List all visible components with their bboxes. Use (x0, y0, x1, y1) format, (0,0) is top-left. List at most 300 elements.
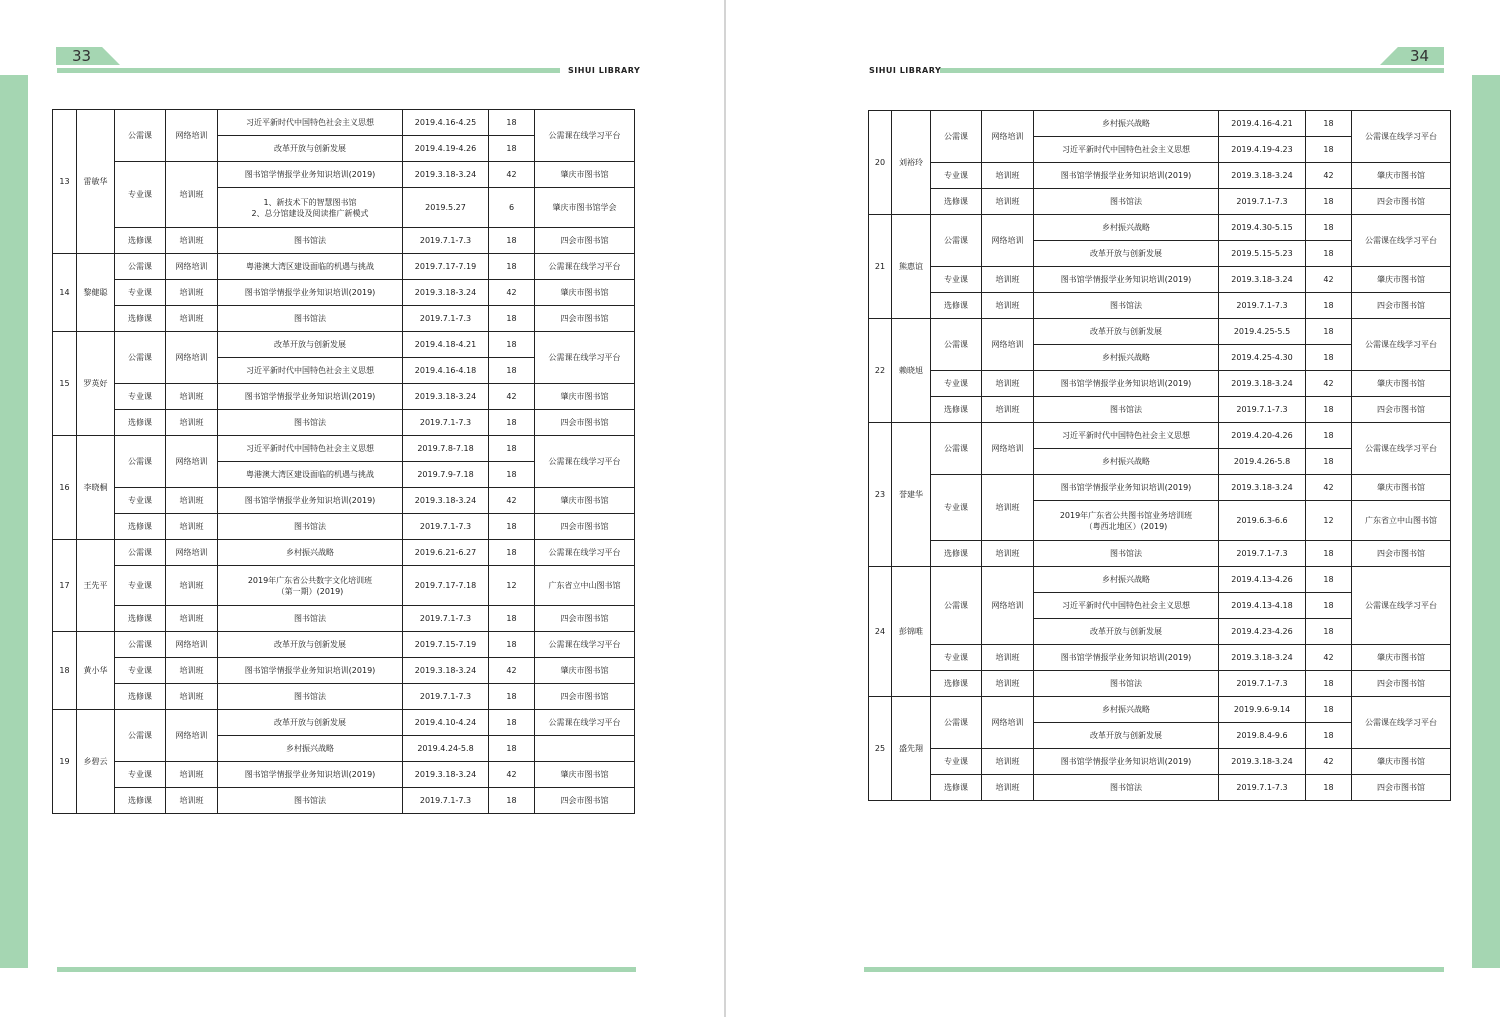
table-row (53, 306, 635, 332)
course-venue: 肇庆市图书馆 (1352, 267, 1451, 293)
page-number: 33 (72, 47, 92, 65)
course-hours: 18 (489, 514, 535, 540)
course-title: 习近平新时代中国特色社会主义思想 (1034, 137, 1219, 163)
course-hours: 42 (1306, 267, 1352, 293)
table-row (869, 189, 1451, 215)
course-hours: 42 (489, 384, 535, 410)
training-type: 培训班 (166, 788, 218, 814)
footer-rule (57, 967, 636, 972)
training-type: 网络培训 (982, 111, 1034, 163)
training-type: 网络培训 (166, 110, 218, 162)
course-hours: 18 (1306, 345, 1352, 371)
course-hours: 42 (1306, 475, 1352, 501)
person-number: 19 (53, 710, 77, 814)
course-venue: 肇庆市图书馆 (535, 762, 635, 788)
course-dates: 2019.4.30-5.15 (1219, 215, 1306, 241)
course-dates: 2019.3.18-3.24 (1219, 267, 1306, 293)
course-venue: 肇庆市图书馆 (1352, 749, 1451, 775)
course-category: 公需课 (931, 111, 982, 163)
course-venue (535, 736, 635, 762)
course-hours: 12 (489, 566, 535, 606)
course-venue: 公需课在线学习平台 (1352, 111, 1451, 163)
course-dates: 2019.3.18-3.24 (403, 280, 489, 306)
course-hours: 18 (489, 228, 535, 254)
library-label: SIHUI LIBRARY (869, 66, 942, 75)
course-category: 选修课 (931, 293, 982, 319)
person-number: 22 (869, 319, 892, 423)
person-number: 15 (53, 332, 77, 436)
course-dates: 2019.7.15-7.19 (403, 632, 489, 658)
person-name: 李晓桐 (77, 436, 115, 540)
course-venue: 四会市图书馆 (535, 684, 635, 710)
course-dates: 2019.4.25-4.30 (1219, 345, 1306, 371)
course-title: 图书馆学情报学业务知识培训(2019) (1034, 645, 1219, 671)
course-category: 选修课 (115, 228, 166, 254)
course-title: 图书馆学情报学业务知识培训(2019) (1034, 267, 1219, 293)
course-hours: 18 (1306, 111, 1352, 137)
course-hours: 18 (1306, 189, 1352, 215)
course-dates: 2019.7.1-7.3 (403, 514, 489, 540)
course-title: 改革开放与创新发展 (218, 136, 403, 162)
course-venue: 肇庆市图书馆 (1352, 475, 1451, 501)
course-hours: 18 (1306, 137, 1352, 163)
course-title: 图书馆法 (218, 410, 403, 436)
course-title: 改革开放与创新发展 (218, 632, 403, 658)
course-category: 选修课 (931, 189, 982, 215)
training-type: 培训班 (166, 228, 218, 254)
course-hours: 18 (489, 358, 535, 384)
course-category: 选修课 (115, 606, 166, 632)
course-hours: 42 (489, 762, 535, 788)
course-dates: 2019.3.18-3.24 (403, 762, 489, 788)
course-dates: 2019.3.18-3.24 (1219, 475, 1306, 501)
course-title: 图书馆法 (218, 788, 403, 814)
course-category: 专业课 (931, 163, 982, 189)
course-venue: 公需课在线学习平台 (535, 332, 635, 384)
table-row (53, 228, 635, 254)
course-title: 乡村振兴战略 (218, 540, 403, 566)
course-dates: 2019.7.1-7.3 (1219, 293, 1306, 319)
course-dates: 2019.7.1-7.3 (1219, 541, 1306, 567)
course-venue: 公需课在线学习平台 (535, 254, 635, 280)
course-dates: 2019.6.3-6.6 (1219, 501, 1306, 541)
course-dates: 2019.3.18-3.24 (403, 488, 489, 514)
course-category: 选修课 (115, 684, 166, 710)
training-type: 培训班 (166, 306, 218, 332)
course-title: 习近平新时代中国特色社会主义思想 (1034, 593, 1219, 619)
table-row (53, 566, 635, 606)
course-venue: 公需课在线学习平台 (1352, 423, 1451, 475)
course-dates: 2019.4.25-5.5 (1219, 319, 1306, 345)
training-type: 培训班 (166, 410, 218, 436)
course-venue: 肇庆市图书馆 (535, 280, 635, 306)
course-title: 改革开放与创新发展 (1034, 619, 1219, 645)
course-title: 改革开放与创新发展 (1034, 319, 1219, 345)
table-row (869, 371, 1451, 397)
course-hours: 12 (1306, 501, 1352, 541)
course-title: 习近平新时代中国特色社会主义思想 (218, 358, 403, 384)
course-title: 图书馆学情报学业务知识培训(2019) (218, 162, 403, 188)
course-category: 选修课 (115, 788, 166, 814)
course-venue: 肇庆市图书馆学会 (535, 188, 635, 228)
course-title: 图书馆法 (1034, 293, 1219, 319)
course-venue: 肇庆市图书馆 (535, 488, 635, 514)
course-venue: 公需课在线学习平台 (535, 632, 635, 658)
course-dates: 2019.4.16-4.25 (403, 110, 489, 136)
side-accent-bar (0, 75, 28, 968)
person-number: 14 (53, 254, 77, 332)
course-category: 选修课 (931, 775, 982, 801)
course-title: 图书馆法 (1034, 541, 1219, 567)
course-category: 公需课 (115, 710, 166, 762)
course-title: 乡村振兴战略 (1034, 111, 1219, 137)
page-right (726, 0, 1500, 1017)
table-row (53, 488, 635, 514)
table-row (869, 475, 1451, 501)
training-type: 培训班 (982, 293, 1034, 319)
course-venue: 肇庆市图书馆 (535, 384, 635, 410)
course-dates: 2019.7.17-7.19 (403, 254, 489, 280)
person-name: 乡碧云 (77, 710, 115, 814)
table-row (869, 671, 1451, 697)
course-title: 图书馆学情报学业务知识培训(2019) (218, 280, 403, 306)
course-category: 专业课 (931, 267, 982, 293)
table-row (53, 514, 635, 540)
course-hours: 18 (1306, 593, 1352, 619)
course-category: 专业课 (115, 658, 166, 684)
course-dates: 2019.7.1-7.3 (1219, 671, 1306, 697)
training-type: 培训班 (982, 671, 1034, 697)
course-hours: 18 (1306, 775, 1352, 801)
course-dates: 2019.4.19-4.26 (403, 136, 489, 162)
training-type: 培训班 (982, 541, 1034, 567)
course-hours: 42 (1306, 749, 1352, 775)
course-title: 粤港澳大湾区建设面临的机遇与挑战 (218, 254, 403, 280)
table-row (53, 710, 635, 736)
training-table-right (868, 110, 1451, 801)
course-dates: 2019.4.10-4.24 (403, 710, 489, 736)
course-title: 乡村振兴战略 (1034, 697, 1219, 723)
course-venue: 四会市图书馆 (535, 410, 635, 436)
side-accent-bar (1472, 75, 1500, 968)
course-hours: 18 (1306, 215, 1352, 241)
person-name: 盛先翔 (892, 697, 931, 801)
course-title: 图书馆法 (1034, 397, 1219, 423)
course-venue: 四会市图书馆 (535, 228, 635, 254)
table-row (869, 267, 1451, 293)
table-row (53, 540, 635, 566)
table-row (53, 632, 635, 658)
course-hours: 18 (489, 606, 535, 632)
course-title: 图书馆学情报学业务知识培训(2019) (1034, 371, 1219, 397)
course-category: 选修课 (115, 410, 166, 436)
table-row (53, 110, 635, 136)
course-dates: 2019.8.4-9.6 (1219, 723, 1306, 749)
course-hours: 42 (489, 280, 535, 306)
course-hours: 18 (1306, 567, 1352, 593)
training-type: 培训班 (166, 762, 218, 788)
course-category: 专业课 (115, 384, 166, 410)
course-hours: 18 (1306, 619, 1352, 645)
table-row (869, 397, 1451, 423)
course-hours: 42 (489, 162, 535, 188)
table-row (53, 436, 635, 462)
training-type: 网络培训 (166, 632, 218, 658)
course-dates: 2019.7.8-7.18 (403, 436, 489, 462)
training-type: 网络培训 (982, 567, 1034, 645)
course-hours: 6 (489, 188, 535, 228)
training-type: 培训班 (166, 658, 218, 684)
course-title: 习近平新时代中国特色社会主义思想 (218, 436, 403, 462)
course-hours: 18 (1306, 449, 1352, 475)
training-type: 培训班 (982, 397, 1034, 423)
course-dates: 2019.4.26-5.8 (1219, 449, 1306, 475)
table-row (869, 319, 1451, 345)
table-row (53, 384, 635, 410)
course-dates: 2019.7.1-7.3 (403, 684, 489, 710)
course-venue: 公需课在线学习平台 (535, 540, 635, 566)
course-dates: 2019.9.6-9.14 (1219, 697, 1306, 723)
course-hours: 18 (489, 632, 535, 658)
course-venue: 四会市图书馆 (535, 788, 635, 814)
training-type: 网络培训 (982, 215, 1034, 267)
course-hours: 18 (489, 332, 535, 358)
page-left (0, 0, 724, 1017)
course-hours: 18 (1306, 423, 1352, 449)
course-title: 改革开放与创新发展 (1034, 241, 1219, 267)
person-number: 20 (869, 111, 892, 215)
training-type: 网络培训 (166, 540, 218, 566)
course-hours: 18 (489, 436, 535, 462)
course-category: 公需课 (115, 436, 166, 488)
course-dates: 2019.3.18-3.24 (1219, 163, 1306, 189)
person-number: 25 (869, 697, 892, 801)
course-hours: 42 (1306, 163, 1352, 189)
course-title: 2019年广东省公共图书馆业务培训班 （粤西北地区）(2019) (1034, 501, 1219, 541)
table-row (869, 215, 1451, 241)
training-type: 网络培训 (982, 319, 1034, 371)
course-title: 图书馆法 (218, 514, 403, 540)
course-title: 乡村振兴战略 (1034, 567, 1219, 593)
course-venue: 四会市图书馆 (535, 306, 635, 332)
course-category: 公需课 (115, 254, 166, 280)
course-venue: 四会市图书馆 (1352, 775, 1451, 801)
course-venue: 广东省立中山图书馆 (535, 566, 635, 606)
training-type: 培训班 (166, 280, 218, 306)
course-hours: 42 (1306, 371, 1352, 397)
course-category: 专业课 (115, 566, 166, 606)
person-number: 24 (869, 567, 892, 697)
person-number: 13 (53, 110, 77, 254)
course-venue: 公需课在线学习平台 (535, 110, 635, 162)
course-dates: 2019.4.13-4.26 (1219, 567, 1306, 593)
course-title: 乡村振兴战略 (218, 736, 403, 762)
training-type: 培训班 (982, 645, 1034, 671)
table-row (53, 162, 635, 188)
course-venue: 四会市图书馆 (535, 514, 635, 540)
course-dates: 2019.4.19-4.23 (1219, 137, 1306, 163)
course-title: 改革开放与创新发展 (1034, 723, 1219, 749)
table-row (869, 645, 1451, 671)
training-type: 培训班 (166, 684, 218, 710)
course-title: 习近平新时代中国特色社会主义思想 (1034, 423, 1219, 449)
course-hours: 18 (489, 710, 535, 736)
course-category: 专业课 (931, 371, 982, 397)
header-rule (940, 68, 1444, 73)
person-number: 16 (53, 436, 77, 540)
table-row (53, 684, 635, 710)
course-title: 乡村振兴战略 (1034, 345, 1219, 371)
course-category: 公需课 (931, 215, 982, 267)
table-row (869, 541, 1451, 567)
course-venue: 公需课在线学习平台 (1352, 567, 1451, 645)
table-row (869, 423, 1451, 449)
course-hours: 18 (1306, 241, 1352, 267)
course-hours: 18 (489, 462, 535, 488)
course-hours: 18 (489, 540, 535, 566)
course-dates: 2019.3.18-3.24 (1219, 749, 1306, 775)
course-dates: 2019.3.18-3.24 (1219, 371, 1306, 397)
training-type: 网络培训 (982, 423, 1034, 475)
course-dates: 2019.4.23-4.26 (1219, 619, 1306, 645)
course-hours: 42 (1306, 645, 1352, 671)
course-title: 图书馆法 (1034, 189, 1219, 215)
course-dates: 2019.4.24-5.8 (403, 736, 489, 762)
course-dates: 2019.7.1-7.3 (403, 788, 489, 814)
course-hours: 18 (1306, 293, 1352, 319)
course-hours: 18 (1306, 541, 1352, 567)
person-number: 23 (869, 423, 892, 567)
course-title: 图书馆学情报学业务知识培训(2019) (218, 658, 403, 684)
course-hours: 18 (1306, 319, 1352, 345)
course-title: 图书馆法 (218, 606, 403, 632)
training-type: 培训班 (982, 775, 1034, 801)
course-title: 图书馆学情报学业务知识培训(2019) (218, 488, 403, 514)
course-dates: 2019.4.20-4.26 (1219, 423, 1306, 449)
course-category: 选修课 (115, 514, 166, 540)
table-row (869, 567, 1451, 593)
table-row (869, 775, 1451, 801)
course-venue: 肇庆市图书馆 (1352, 163, 1451, 189)
course-dates: 2019.4.16-4.21 (1219, 111, 1306, 137)
course-title: 图书馆学情报学业务知识培训(2019) (1034, 749, 1219, 775)
training-type: 培训班 (982, 749, 1034, 775)
training-type: 培训班 (982, 475, 1034, 541)
course-title: 图书馆学情报学业务知识培训(2019) (218, 762, 403, 788)
course-venue: 四会市图书馆 (1352, 541, 1451, 567)
course-category: 公需课 (115, 110, 166, 162)
person-name: 雷敏华 (77, 110, 115, 254)
course-category: 选修课 (931, 397, 982, 423)
training-type: 培训班 (982, 163, 1034, 189)
course-category: 选修课 (115, 306, 166, 332)
course-dates: 2019.7.1-7.3 (403, 306, 489, 332)
course-category: 专业课 (115, 762, 166, 788)
course-category: 公需课 (115, 632, 166, 658)
course-venue: 四会市图书馆 (1352, 397, 1451, 423)
table-row (53, 762, 635, 788)
course-category: 专业课 (115, 280, 166, 306)
course-venue: 公需课在线学习平台 (1352, 319, 1451, 371)
table-row (869, 697, 1451, 723)
table-row (53, 254, 635, 280)
course-category: 选修课 (931, 671, 982, 697)
course-dates: 2019.7.1-7.3 (403, 228, 489, 254)
library-label: SIHUI LIBRARY (568, 66, 641, 75)
course-title: 图书馆学情报学业务知识培训(2019) (1034, 163, 1219, 189)
course-dates: 2019.7.1-7.3 (403, 606, 489, 632)
course-venue: 四会市图书馆 (1352, 293, 1451, 319)
table-row (53, 606, 635, 632)
course-hours: 42 (489, 488, 535, 514)
course-dates: 2019.3.18-3.24 (403, 658, 489, 684)
table-row (53, 658, 635, 684)
training-type: 培训班 (166, 384, 218, 410)
course-category: 专业课 (931, 475, 982, 541)
training-table-left (52, 109, 635, 814)
person-name: 王先平 (77, 540, 115, 632)
page-number: 34 (1410, 47, 1430, 65)
course-category: 公需课 (931, 423, 982, 475)
course-hours: 18 (489, 110, 535, 136)
course-hours: 18 (1306, 397, 1352, 423)
course-dates: 2019.7.1-7.3 (1219, 397, 1306, 423)
course-category: 公需课 (931, 319, 982, 371)
training-type: 培训班 (166, 514, 218, 540)
course-dates: 2019.7.1-7.3 (1219, 189, 1306, 215)
course-category: 专业课 (931, 645, 982, 671)
course-title: 图书馆学情报学业务知识培训(2019) (218, 384, 403, 410)
course-title: 图书馆法 (218, 306, 403, 332)
course-title: 改革开放与创新发展 (218, 710, 403, 736)
training-type: 培训班 (166, 566, 218, 606)
course-venue: 肇庆市图书馆 (535, 162, 635, 188)
course-title: 图书馆法 (1034, 775, 1219, 801)
course-dates: 2019.7.1-7.3 (403, 410, 489, 436)
course-dates: 2019.6.21-6.27 (403, 540, 489, 566)
table-row (869, 749, 1451, 775)
training-type: 网络培训 (166, 254, 218, 280)
course-title: 改革开放与创新发展 (218, 332, 403, 358)
course-title: 乡村振兴战略 (1034, 215, 1219, 241)
course-venue: 四会市图书馆 (535, 606, 635, 632)
course-dates: 2019.7.17-7.18 (403, 566, 489, 606)
course-category: 公需课 (115, 332, 166, 384)
course-category: 专业课 (931, 749, 982, 775)
training-type: 培训班 (982, 371, 1034, 397)
course-venue: 肇庆市图书馆 (1352, 645, 1451, 671)
course-venue: 公需课在线学习平台 (1352, 215, 1451, 267)
course-hours: 18 (489, 136, 535, 162)
course-category: 专业课 (115, 488, 166, 514)
table-row (869, 163, 1451, 189)
course-dates: 2019.4.16-4.18 (403, 358, 489, 384)
course-hours: 18 (489, 788, 535, 814)
training-type: 培训班 (166, 162, 218, 228)
course-title: 乡村振兴战略 (1034, 449, 1219, 475)
person-number: 21 (869, 215, 892, 319)
course-dates: 2019.3.18-3.24 (403, 384, 489, 410)
course-hours: 18 (489, 254, 535, 280)
person-name: 黄小华 (77, 632, 115, 710)
course-title: 图书馆法 (218, 684, 403, 710)
person-name: 刘裕玲 (892, 111, 931, 215)
table-row (869, 111, 1451, 137)
course-dates: 2019.4.18-4.21 (403, 332, 489, 358)
table-row (869, 293, 1451, 319)
course-title: 粤港澳大湾区建设面临的机遇与挑战 (218, 462, 403, 488)
person-name: 赖晓旭 (892, 319, 931, 423)
